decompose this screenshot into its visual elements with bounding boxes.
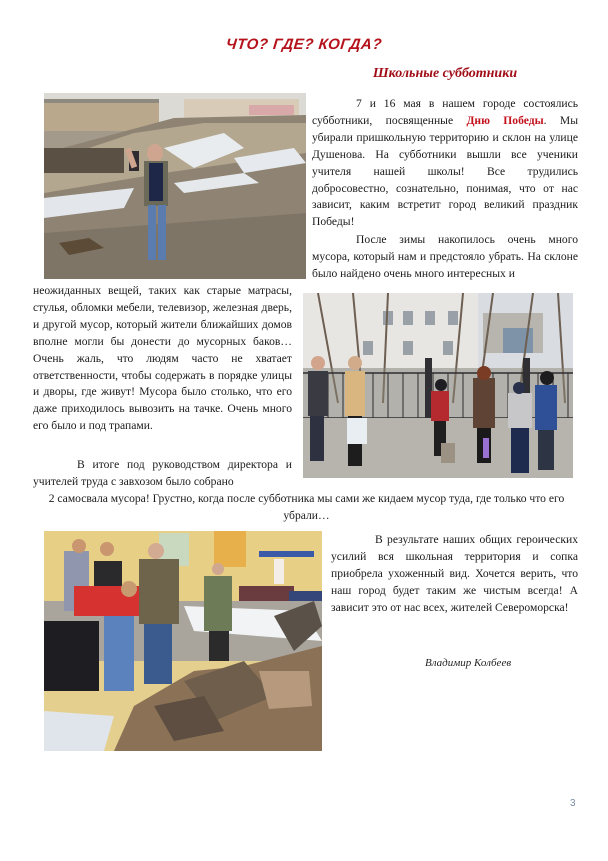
photo-garbage-pile — [44, 531, 322, 751]
photo-slope-teacher — [44, 93, 306, 279]
paragraph-garbage-start: После зимы накопилось очень много мусора, который нам и предстояло убрать. На склоне было найдено очень много интересных и — [312, 233, 578, 280]
author-signature: Владимир Колбеев — [425, 657, 512, 669]
paragraph-result-start: В итоге под руководством директора и учителей труда с завхозом было собрано — [33, 458, 292, 488]
photo-school-fence-image — [303, 293, 573, 478]
paragraph-garbage-continued: неожиданных вещей, таких как старые матрасы, стулья, обломки мебели, телевизор, железная дверь, и другой мусор, который жители ближайших домов вполне могли бы донести до мусорных баков… Очень жаль, что людям часто не хватает ответственности, чтобы содержать в порядке улицы и дворы, где живут! Мусора было столько, что его даже приходилось вывозить на тачке. Очень много его было и под трапами. — [33, 284, 292, 433]
intro-text-after: . Мы убирали пришкольную территорию и склон на улице Душенова. На субботники вышли все ученики учителя нашей школы! Все трудились добросовестно, сознательно, понимая, что от нас зависит, каким встретит город великий праздник Победы! — [312, 113, 578, 229]
page-number: 3 — [570, 798, 576, 809]
photo-slope-teacher-image — [44, 93, 306, 279]
intro-text-before: 7 и 16 мая в нашем городе состоялись субботники, посвященные — [312, 97, 578, 127]
paragraph-result-continued: 2 самосвала мусора! Грустно, когда после субботника мы сами же кидаем мусор туда, где только что его убрали… — [48, 492, 565, 522]
article-title: Школьные субботники — [372, 66, 518, 81]
photo-school-fence — [303, 293, 573, 478]
paragraph-intro — [312, 96, 578, 231]
highlight-victory-day: Дню Победы — [466, 113, 544, 127]
section-title: ЧТО? ГДЕ? КОГДА? — [225, 36, 383, 53]
photo-garbage-pile-image — [44, 531, 322, 751]
paragraph-conclusion: В результате наших общих героических усилий вся школьная территория и сопка приобрела ухоженный вид. Хочется верить, что наш город будет таким же чистым всегда! А зависит это от нас всех, жителей Североморска! — [331, 533, 578, 614]
